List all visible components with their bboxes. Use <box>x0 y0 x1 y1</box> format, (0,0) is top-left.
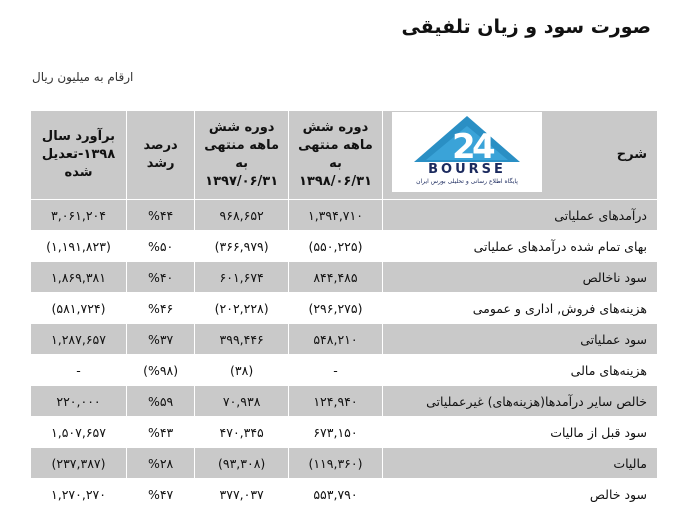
row-period-1398-cell: ۵۵۳,۷۹۰ <box>289 479 383 510</box>
row-period-1397-cell: ۳۹۹,۴۴۶ <box>195 324 289 355</box>
logo-tagline: پایگاه اطلاع رسانی و تحلیلی بورس ایران <box>416 178 518 185</box>
row-desc-cell: مالیات <box>382 448 657 479</box>
row-estimate-cell: ۱,۵۰۷,۶۵۷ <box>31 417 127 448</box>
row-period-1398-cell: ۵۴۸,۲۱۰ <box>289 324 383 355</box>
logo-brand-text: BOURSE <box>428 162 506 177</box>
row-growth-cell: %۲۸ <box>127 448 195 479</box>
row-growth-cell: %۵۹ <box>127 386 195 417</box>
row-desc-cell: سود خالص <box>382 479 657 510</box>
bourse-logo <box>392 112 542 192</box>
row-period-1398-cell: ۱,۳۹۴,۷۱۰ <box>289 200 383 231</box>
header-period-1398: دوره شش ماهه منتهی به ۱۳۹۸/۰۶/۳۱ <box>289 111 383 200</box>
row-growth-cell: %۴۳ <box>127 417 195 448</box>
row-growth-cell: %۵۰ <box>127 231 195 262</box>
row-desc-cell: سود ناخالص <box>382 262 657 293</box>
table-header-row <box>31 111 658 200</box>
table-row <box>31 386 658 417</box>
row-growth-cell: (%۹۸) <box>127 355 195 386</box>
row-period-1398-cell: ۶۷۳,۱۵۰ <box>289 417 383 448</box>
row-estimate-cell: ۱,۸۶۹,۳۸۱ <box>31 262 127 293</box>
row-growth-cell: %۴۴ <box>127 200 195 231</box>
table-row <box>31 448 658 479</box>
row-period-1398-cell: - <box>289 355 383 386</box>
row-growth-cell: %۳۷ <box>127 324 195 355</box>
svg-text:4: 4 <box>472 127 496 164</box>
row-estimate-cell: ۱,۲۸۷,۶۵۷ <box>31 324 127 355</box>
row-period-1397-cell: ۴۷۰,۳۴۵ <box>195 417 289 448</box>
row-period-1397-cell: (۳۶۶,۹۷۹) <box>195 231 289 262</box>
row-estimate-cell: (۲۳۷,۳۸۷) <box>31 448 127 479</box>
row-desc-cell: هزینه‌های مالی <box>382 355 657 386</box>
table-row <box>31 262 658 293</box>
row-period-1397-cell: ۳۷۷,۰۳۷ <box>195 479 289 510</box>
table-row <box>31 293 658 324</box>
24-logo-icon <box>392 112 542 164</box>
row-estimate-cell: ۲۲۰,۰۰۰ <box>31 386 127 417</box>
row-desc-cell: خالص سایر درآمدها(هزینه‌های) غیرعملیاتی <box>382 386 657 417</box>
table-row <box>31 200 658 231</box>
row-growth-cell: %۴۷ <box>127 479 195 510</box>
header-growth: درصد رشد <box>127 111 195 200</box>
row-estimate-cell: ۱,۲۷۰,۲۷۰ <box>31 479 127 510</box>
row-desc-cell: درآمدهای عملیاتی <box>382 200 657 231</box>
row-period-1398-cell: ۱۲۴,۹۴۰ <box>289 386 383 417</box>
units-note: ارقام به میلیون ریال <box>32 70 134 84</box>
row-period-1398-cell: (۱۱۹,۳۶۰) <box>289 448 383 479</box>
row-estimate-cell: (۵۸۱,۷۲۴) <box>31 293 127 324</box>
header-period-1397: دوره شش ماهه منتهی به ۱۳۹۷/۰۶/۳۱ <box>195 111 289 200</box>
table-row <box>31 417 658 448</box>
page-title: صورت سود و زیان تلفیقی <box>401 16 651 38</box>
row-estimate-cell: (۱,۱۹۱,۸۲۳) <box>31 231 127 262</box>
table-row <box>31 324 658 355</box>
header-estimate: برآورد سال ۱۳۹۸-تعدیل شده <box>31 111 127 200</box>
row-period-1398-cell: (۲۹۶,۲۷۵) <box>289 293 383 324</box>
row-desc-cell: سود قبل از مالیات <box>382 417 657 448</box>
row-period-1398-cell: ۸۴۴,۴۸۵ <box>289 262 383 293</box>
table-row <box>31 479 658 510</box>
row-desc-cell: سود عملیاتی <box>382 324 657 355</box>
svg-text:2: 2 <box>452 127 476 164</box>
row-desc-cell: بهای تمام شده درآمدهای عملیاتی <box>382 231 657 262</box>
row-period-1397-cell: ۷۰,۹۳۸ <box>195 386 289 417</box>
row-estimate-cell: ۳,۰۶۱,۲۰۴ <box>31 200 127 231</box>
row-desc-cell: هزینه‌های فروش, اداری و عمومی <box>382 293 657 324</box>
row-estimate-cell: - <box>31 355 127 386</box>
table-row <box>31 355 658 386</box>
row-period-1397-cell: ۶۰۱,۶۷۴ <box>195 262 289 293</box>
header-desc: شرح <box>382 111 657 200</box>
row-period-1398-cell: (۵۵۰,۲۲۵) <box>289 231 383 262</box>
row-period-1397-cell: (۳۸) <box>195 355 289 386</box>
row-period-1397-cell: (۲۰۲,۲۲۸) <box>195 293 289 324</box>
income-statement-table <box>30 110 658 510</box>
table-row <box>31 231 658 262</box>
row-period-1397-cell: ۹۶۸,۶۵۲ <box>195 200 289 231</box>
row-growth-cell: %۴۰ <box>127 262 195 293</box>
row-period-1397-cell: (۹۳,۳۰۸) <box>195 448 289 479</box>
row-growth-cell: %۴۶ <box>127 293 195 324</box>
